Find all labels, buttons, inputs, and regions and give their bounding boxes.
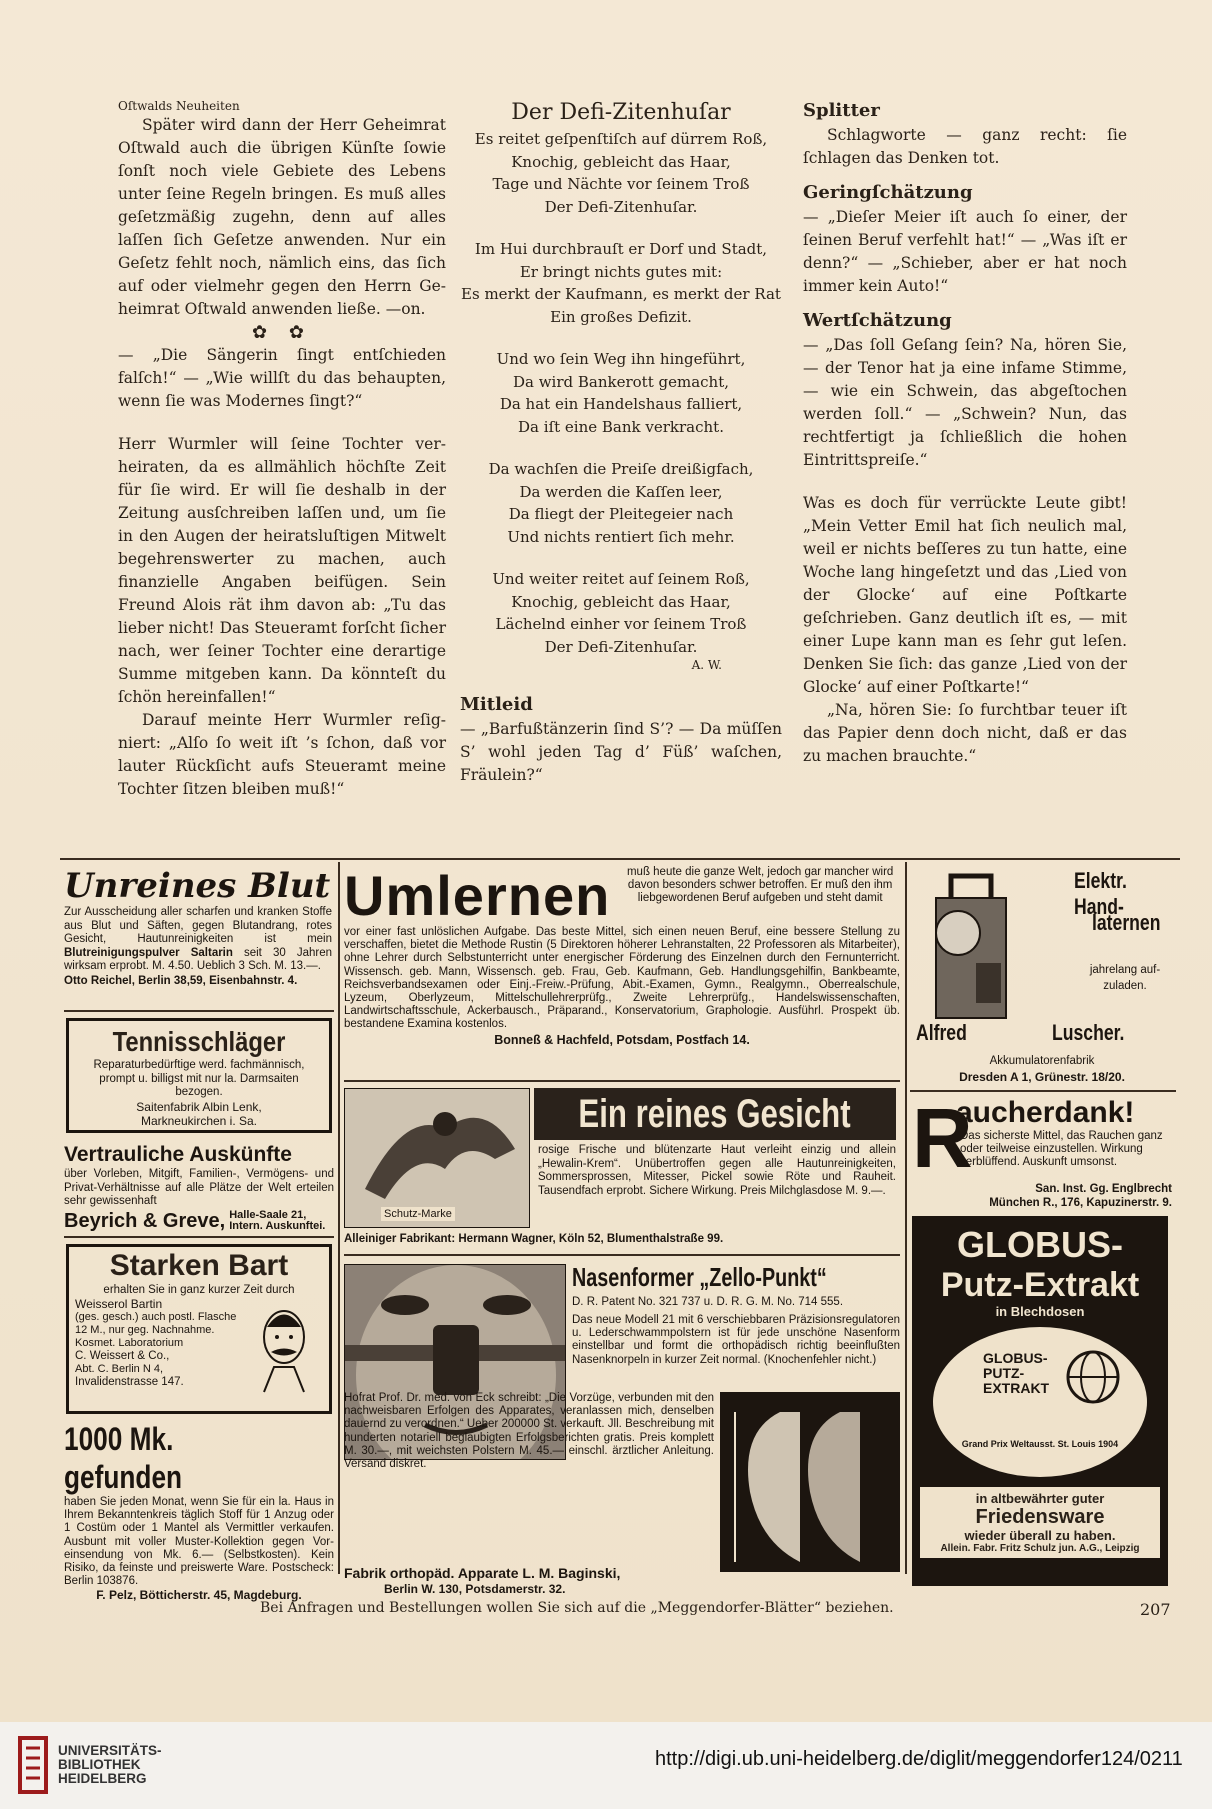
poem-title: Der Defi-Zitenhuſar	[511, 100, 731, 125]
section-heading-mitleid: Mitleid	[460, 694, 533, 715]
poem-stanza: Da wachſen die Preiſe dreißigfach, Da werden die Kaſſen leer, Da fliegt der Pleitegeier nach Und nichts rentiert ſich mehr.	[488, 460, 754, 546]
product-tin: GLOBUS- PUTZ- EXTRAKT Grand Prix Weltausst. St. Louis 1904	[933, 1327, 1147, 1477]
ad-unreines-blut: Unreines Blut Zur Ausscheidung aller scharfen und kranken Stoffe aus Blut und Säften, gegen Blutandrang, rotes Gesicht, Hautunreinigkeiten ist mein Blutreinigungspulver Saltarin seit 30 Jahren wirksam erprobt. M. 4.50. Ueblich 3 Sch. M. 13.—. Otto Reichel, Berlin 38,59, Eisenbahnstr. 4.	[64, 866, 332, 987]
ad-title: Unreines Blut	[64, 866, 331, 906]
ad-reines-gesicht: Schutz-Marke Ein reines Gesicht rosige Frische und blütenzarte Haut verleiht einzig und allein „Hewalin-Krem“. Unübertroffen gegen alle Hautunreinigkeiten, Sommersprossen, Mitesser, Pickel sowie Röte und Rauheit. Tausendfach erprobt. Sichere Wirkung. Preis Milchglasdose M. 9.—. Alleiniger Fabrikant: Hermann Wagner, Köln 52, Blumenthalstraße 99.	[344, 1088, 900, 1248]
paragraph: — „Dieſer Meier iſt auch ſo einer, der ſeinen Beruf verfehlt hat!“ — „Was iſt er denn?“ — „Schieber, aber er hat noch immer kein Auto!“	[803, 208, 1127, 295]
source-url-link[interactable]: http://digi.ub.uni-heidelberg.de/diglit/meggendorfer124/0211	[655, 1748, 1183, 1770]
ad-title: Ein reines Gesicht	[534, 1088, 896, 1140]
library-name: UNIVERSITÄTS- BIBLIOTHEK HEIDELBERG	[58, 1743, 162, 1786]
ad-1000-mk-gefunden: 1000 Mk. gefunden haben Sie jeden Monat, wenn Sie für ein la. Haus in Ihrem Bekanntenkreis täglich Stoff für 1 Anzug oder 1 Costüm oder 1 Mantel als Vermittler verkaufen. Ausbunt mit voller Muster-Kollektion gegen Voreinsendung von Mk. 6.— (Selbstkosten). Kein Risiko, da feinste und preiswerte Ware. Postscheck: Berlin 103876. F. Pelz, Bötticherstr. 45, Magdeburg.	[64, 1421, 334, 1603]
ad-title: 1000 Mk. gefunden	[64, 1421, 183, 1495]
footer-note: Bei Anfragen und Bestellungen wollen Sie sich auf die „Meggendorfer-Blätter“ beziehen.	[260, 1600, 894, 1616]
ad-globus-putz-extrakt: GLOBUS- Putz-Extrakt in Blechdosen GLOBUS- PUTZ- EXTRAKT Grand Prix Weltausst. St. Louis 1904 in altbewährter guter Friedensware wieder überall zu haben. Allein. Fabr. Fritz Schulz jun. A.G., Leipzig	[912, 1216, 1168, 1586]
column-left	[118, 98, 446, 801]
paragraph: Später wird dann der Herr Geheimrat Oſtwald auch die übrigen Künſte ſowie ſonſt noch viele Gebiete des Lebens unter ſeine Regeln bringen. Es muß alles geſetzmäßig zugehn, denn auf alles laſſen ſich Geſetze anwenden. Nur ein Geſetz fehlt noch, nämlich eins, das ſich auf oder vielmehr gegen den Herrn Geheimrat Oſtwald anwenden ließe. —on.	[118, 116, 446, 318]
lantern-icon	[916, 868, 1026, 1028]
column-right	[803, 98, 1127, 768]
column-rule	[338, 862, 340, 1574]
ornament: ✿ ✿	[252, 322, 312, 343]
ad-address: Alleiniger Fabrikant: Hermann Wagner, Köln 52, Blumenthalstraße 99.	[344, 1233, 724, 1245]
paragraph: Darauf meinte Herr Wurmler reſigniert: „Alſo ſo weit iſt ’s ſchon, daß vor lauter Rückſicht aufs Steueramt meine Tochter ſitzen bleiben muß!“	[118, 711, 446, 798]
ad-address: Berlin W. 130, Potsdamerstr. 32.	[384, 1582, 566, 1596]
paragraph: — „Das ſoll Geſang ſein? Na, hören Sie, — der Tenor hat ja eine infame Stimme, — wie ein Schwein, das abgeſtochen werden ſoll.“ — „Schwein? Nun, das rechtfertigt ja ſchließlich die hohen Eintrittspreiſe.“	[803, 336, 1127, 469]
ad-title: Tennisschläger	[112, 1026, 286, 1057]
ad-address: Dresden A 1, Grünestr. 18/20.	[959, 1070, 1125, 1084]
ad-title: Starken Bart	[109, 1249, 289, 1282]
ad-umlernen: Umlernen muß heute die ganze Welt, jedoch gar mancher wird davon besonders schwer betroffen. Er muß den ihm liebgewordenen Beruf aufgeben und steht damit vor einer fast unlöslichen Aufgabe. Das beste Mittel, sich einen neuen Beruf, eine bessere Stellung zu verschaffen, bietet die Methode Rustin (5 Direktoren höherer Lehranstalten, 22 Professoren als Mitarbeiter), ohne Lehrer durch Selbstunterricht unter energischer Förderung des Einzelnen durch den Fernunterricht. Wissensch. geb. Mann, Wissensch. geb. Frau, Geb. Kaufmann, Geb. Handlungsgehilfin, Bankbeamte, Reichsverbandsexamen oder Einj.-Freiw.-Prüfung, Abit.-Examen, Gymn., Realgymn., Oberrealschule, Lyzeum, Oberlyzeum, Mittelschullehrerprüfg., Zweite Lehrerprüfg., Handelswissenschaften, Landwirtschaftsschule, Ackerbausch., Präparand., Konservatorium, Graphologie. Ausführl. Prospekt üb. bestandene Examina kostenlos. Bonneß & Hachfeld, Potsdam, Postfach 14.	[344, 864, 900, 1047]
poem-stanza: Im Hui durchbrauſt er Dorf und Stadt, Er bringt nichts gutes mit: Es merkt der Kaufmann, es merkt der Rat Ein großes Defizit.	[461, 240, 781, 326]
column-rule	[905, 862, 907, 1574]
bearded-man-icon	[249, 1297, 319, 1397]
section-heading-wertschaetzung: Wertſchätzung	[803, 310, 952, 331]
section-heading-splitter: Splitter	[803, 100, 880, 121]
paragraph: Was es doch für verrückte Leute gibt! „Mein Vetter Emil hat ſich neulich mal, weil er nichts beſſeres zu tun hatte, eine Woche lang hingeſetzt und das ‚Lied von der Glocke‘ auf eine Poſtkarte geſchrieben. Ganz deutlich iſt es, — mit einer Lupe kann man es ſehr gut leſen. Denken Sie ſich: das ganze ‚Lied von der Glocke‘ auf einer Poſtkarte!“	[803, 494, 1127, 696]
page-number: 207	[1140, 1600, 1171, 1619]
poem-stanza: Es reitet geſpenſtiſch auf dürrem Roß, Knochig, gebleicht das Haar, Tage und Nächte vor ſeinem Troß Der Defi-Zitenhuſar.	[474, 130, 768, 216]
paragraph: Schlagworte — ganz recht: ſie ſchlagen das Denken tot.	[803, 126, 1127, 167]
ad-vertrauliche-auskuenfte: Vertrauliche Auskünfte über Vorleben, Mitgift, Familien-, Vermögens- und Privat-Verhältnisse auf alle Plätze der Welt erteilen sehr gewissenhaft Beyrich & Greve, Halle-Saale 21, Intern. Auskunftei.	[64, 1143, 334, 1232]
ad-title: Vertrauliche Auskünfte	[64, 1143, 292, 1166]
ad-title: GLOBUS-	[957, 1224, 1123, 1265]
profile-faces-image	[720, 1392, 900, 1572]
ads-divider	[60, 858, 1180, 860]
column-middle	[460, 98, 782, 787]
paragraph: Herr Wurmler will ſeine Tochter verheiraten, da es allmählich höchſte Zeit für ſie wird. Er will ſie deshalb in der Zeitung ausſchreiben laſſen und, um ſie in den Augen der heiratsluſtigen Mitwelt begehrenswerter zu machen, auch finanzielle Angaben beifügen. Sein Freund Alois rät ihm davon ab: „Tu das lieber nicht! Das Steueramt forſcht ſicher nach, wer ſeiner Tochter eine derartige Summe mitgeben kann. Da könnteſt du ſchön hereinfallen!“	[118, 435, 446, 706]
poem-signature: A. W.	[691, 658, 722, 672]
ad-address: Otto Reichel, Berlin 38,59, Eisenbahnstr. 4.	[64, 974, 298, 987]
paragraph: „Na, hören Sie: ſo furchtbar teuer iſt das Papier denn doch nicht, daß er das zu machen brauchte.“	[803, 701, 1127, 765]
ad-starken-bart: Starken Bart erhalten Sie in ganz kurzer Zeit durch Weisserol Bartin (ges. gesch.) auch postl. Flasche 12 M., nur geg. Nachnahme. Kosmet. Laboratorium C. Weissert & Co., Abt. C. Berlin N 4, Invalidenstrasse 147.	[66, 1244, 332, 1414]
poem-stanza: Und wo ſein Weg ihn hingeführt, Da wird Bankerott gemacht, Da hat ein Handelshaus falliert, Da iſt eine Bank verkracht.	[496, 350, 746, 436]
eagle-icon	[345, 1089, 531, 1209]
signature: —on.	[385, 300, 426, 318]
ad-raucherdank: R aucherdank! Das sicherste Mittel, das Rauchen ganz oder teilweise einzustellen. Wirkung verblüffend. Auskunft umsonst. San. Inst. Gg. Englbrecht München R., 176, Kapuzinerstr. 9.	[912, 1091, 1172, 1209]
paragraph: — „Die Sängerin ſingt entſchieden falſch!“ — „Wie willſt du das behaupten, wenn ſie was Modernes ſingt?“	[118, 346, 446, 410]
ad-handlaternen: Elektr. Hand- laternen jahrelang aufzuladen. Alfred Luscher. Akkumulatorenfabrik Dresden A 1, Grünestr. 18/20.	[912, 866, 1172, 1086]
ad-title: aucherdank!	[956, 1096, 1135, 1129]
poem-stanza: Und weiter reitet auf ſeinem Roß, Knochig, gebleicht das Haar, Lächelnd einher vor ſeinem Troß Der Defi-Zitenhuſar.	[492, 570, 750, 656]
ad-title: Umlernen	[344, 864, 611, 927]
globe-icon	[1065, 1349, 1121, 1405]
ad-address: Bonneß & Hachfeld, Potsdam, Postfach 14.	[494, 1032, 750, 1047]
section-header-ostwald: Oſtwalds Neuheiten	[118, 99, 240, 113]
section-heading-geringschaetzung: Geringſchätzung	[803, 182, 973, 203]
paragraph: — „Barfußtänzerin ſind S’? — Da müſſen S’ wohl jeden Tag d’ Füß’ waſchen, Fräulein?“	[460, 720, 782, 784]
ad-title: Nasenformer „Zello-Punkt“	[572, 1262, 827, 1292]
ad-address: F. Pelz, Bötticherstr. 45, Magdeburg.	[96, 1588, 302, 1603]
ad-nasenformer: Nasenformer „Zello-Punkt“ D. R. Patent No. 321 737 u. D. R. G. M. No. 714 555. Das neue Modell 21 mit 6 verschiebbaren Präzisionsregulatoren u. Lederschwammpolstern ist für jede unschöne Nasenform einstellbar und formt die orthopädisch richtig beeinflußten Nasenknorpeln in kurzer Zeit normal. (Knochenfehler nicht.) Hofrat Prof. Dr. med. von Eck schreibt: „Die Vorzüge, verbunden mit den nachweisbaren Erfolgen des Apparates, veranlassen mich, denselben dauernd zu verordnen.“ Ueber 200000 St. verkauft. Jll. Beschreibung mit hunderten notariell beglaubigten Erfolgsberichten gratis. Preis komplett M. 30.—, mit weichsten Polstern M. 45.— einschl. ärztlicher Anleitung. Versand diskret. Fabrik orthopäd. Apparate L. M. Baginski, Berlin W. 130, Potsdamerstr. 32.	[344, 1262, 900, 1596]
university-library-logo-icon	[16, 1734, 54, 1796]
ad-tennisschlaeger: Tennisschläger Reparaturbedürftige werd. fachmännisch, prompt u. billigst mit nur la. Darmsaiten bezogen. Saitenfabrik Albin Lenk, Markneukirchen i. Sa.	[66, 1018, 332, 1133]
